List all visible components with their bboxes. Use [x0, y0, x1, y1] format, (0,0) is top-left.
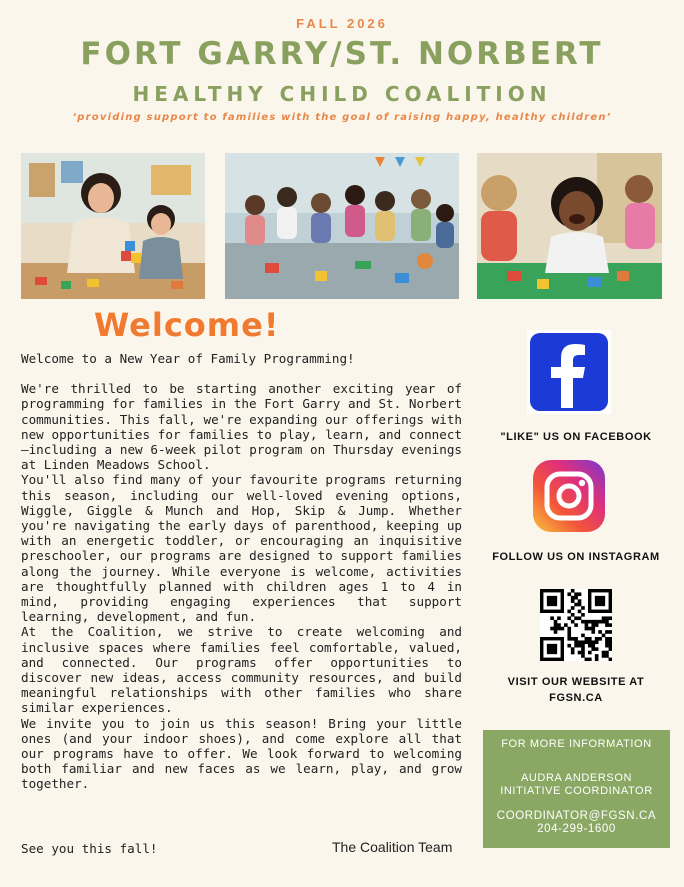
- info-title: FOR MORE INFORMATION: [501, 738, 652, 750]
- page-title: FORT GARRY/ST. NORBERT: [80, 36, 604, 72]
- coordinator-phone[interactable]: 204-299-1600: [537, 823, 616, 835]
- photo-group-families: [225, 153, 459, 299]
- season-label: FALL 2026: [296, 16, 388, 31]
- instagram-label: FOLLOW US ON INSTAGRAM: [492, 551, 660, 563]
- signoff-greeting: See you this fall!: [21, 841, 158, 856]
- info-box: [483, 730, 670, 848]
- coordinator-name: AUDRA ANDERSON: [520, 772, 633, 784]
- photo-laughing-child: [477, 153, 662, 299]
- welcome-letter: [21, 351, 462, 792]
- welcome-paragraph: We invite you to join us this season! Bring your little ones (and your indoor shoes), and come explore all that our programs have to offer. We look forward to welcoming both familiar and new faces as we learn, play, and grow together.: [21, 715, 462, 792]
- qr-code-icon[interactable]: [540, 589, 612, 661]
- signoff-signature: The Coalition Team: [332, 839, 453, 855]
- website-url[interactable]: FGSN.CA: [549, 692, 603, 704]
- welcome-heading: Welcome!: [94, 306, 280, 344]
- website-label: VISIT OUR WEBSITE AT: [507, 676, 645, 688]
- facebook-label: "LIKE" US ON FACEBOOK: [500, 431, 652, 443]
- welcome-paragraph: We're thrilled to be starting another exciting year of programming for families in the Fort Garry and St. Norbert communities. This fall, we're expanding our offerings with new opportunities for families to play, learn, and connect—including a new 6-week pilot program on Thursday evenings at Linden Meadows School.: [21, 381, 462, 473]
- coordinator-email[interactable]: COORDINATOR@FGSN.CA: [496, 810, 657, 822]
- instagram-icon[interactable]: [531, 458, 607, 534]
- tagline: ‘providing support to families with the goal of raising happy, healthy children’: [72, 112, 612, 123]
- welcome-paragraph: Welcome to a New Year of Family Programming!: [21, 351, 355, 366]
- page-subtitle: HEALTHY CHILD COALITION: [132, 82, 552, 106]
- welcome-paragraph: You'll also find many of your favourite programs returning this season, including our well-loved evening options, Wiggle, Giggle & Munch and Hop, Skip & Jump. Whether you're navigating the early days of parenthood, keeping up with an energetic toddler, or encouraging an inquisitive preschooler, our programs are designed to support families along the journey. While everyone is welcome, activities are thoughtfully planned with children ages 1 to 4 in mind, providing engaging experiences that support learning, development, and fun.: [21, 472, 462, 625]
- photo-parent-child-blocks: [21, 153, 205, 299]
- coordinator-role: INITIATIVE COORDINATOR: [500, 785, 653, 797]
- welcome-paragraph: At the Coalition, we strive to create welcoming and inclusive spaces where families feel comfortable, valued, and connected. Our programs offer opportunities to discover new ideas, access community resources, and build meaningful relationships with other families who share similar experiences.: [21, 624, 462, 716]
- facebook-icon[interactable]: [527, 330, 611, 414]
